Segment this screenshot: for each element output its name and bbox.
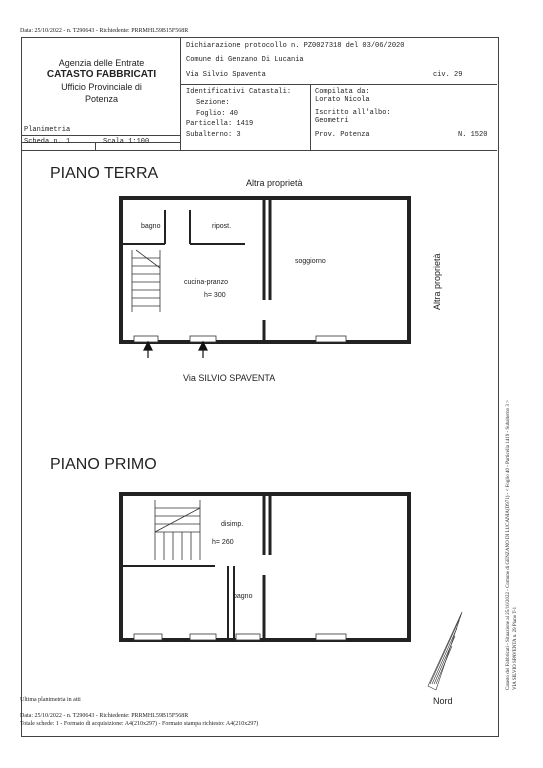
declaration-civ: civ. 29 [433,71,463,79]
ground-floor-street: Via SILVIO SPAVENTA [183,373,276,383]
declaration-comune: Comune di Genzano Di Lucania [186,56,304,64]
compiler-profession: Geometri [315,117,349,125]
ground-room-height: h= 300 [204,292,226,299]
header-request-line: Data: 25/10/2022 - n. T290643 - Richiedente: PRRMHL59B15F568R [20,28,189,34]
agency-name: Agenzia delle Entrate [58,58,145,68]
north-label: Nord [433,696,453,706]
cadastral-sezione: Sezione: [196,99,230,107]
agency-department: CATASTO FABBRICATI [46,69,157,80]
sheet-number: Scheda n. 1 [24,138,71,146]
ground-floor-right-neighbor: Altra proprietà [432,253,442,310]
cadastral-subalterno: Subalterno: 3 [186,131,241,139]
ground-room-ripost: ripost. [212,223,232,230]
footer-last-plan: Ultima planimetria in atti [20,697,81,703]
compiler-number: N. 1520 [458,131,488,139]
footer-sheet-info: Totale schede: 1 - Formato di acquisizione: A4(210x297) - Formato stampa richiesto: A4(210x297) [20,721,259,727]
ground-floor-top-neighbor: Altra proprietà [246,178,303,188]
ground-room-bagno: bagno [141,223,161,230]
first-room-disimp: disimp. [221,521,244,528]
cadastral-title: Identificativi Catastali: [186,88,292,96]
declaration-address: Via Silvio Spaventa [186,71,266,79]
ground-room-soggiorno: soggiorno [295,258,326,265]
ground-floor-title: PIANO TERRA [50,165,159,182]
compiler-province: Prov. Potenza [315,131,370,139]
first-floor-title: PIANO PRIMO [50,456,157,473]
agency-office: Ufficio Provinciale di [61,82,142,92]
first-room-bagno: bagno [233,593,253,600]
sheet-scale: Scala 1:100 [103,138,150,146]
cadastral-foglio: Foglio: 40 [196,110,239,118]
compiler-name: Lorato Nicola [315,96,370,104]
side-note-address: VIA SILVIO SPAVENTA n. 29 Piano T-1 [513,606,518,690]
declaration-protocol: Dichiarazione protocollo n. PZ0027318 del 03/06/2020 [186,42,405,50]
agency-city: Potenza [84,94,119,104]
footer-request-line: Data: 25/10/2022 - n. T290643 - Richiedente: PRRMHL59B15F568R [20,713,189,719]
cadastral-particella: Particella: 1419 [186,120,254,128]
ground-room-cucina: cucina-pranzo [184,279,228,286]
sheet-planimetria: Planimetria [24,126,71,134]
side-note-cadastral: Catasto dei Fabbricati - Situazione al 25/10/2022 - Comune di GENZANO DI LUCANIA(D971) - < Foglio 40 - Particella 1419 - Subalterno 3 > [506,400,511,690]
compiler-albo: Iscritto all'albo: [315,109,391,117]
first-room-height: h= 260 [212,539,234,546]
compiler-title: Compilata da: [315,88,370,96]
